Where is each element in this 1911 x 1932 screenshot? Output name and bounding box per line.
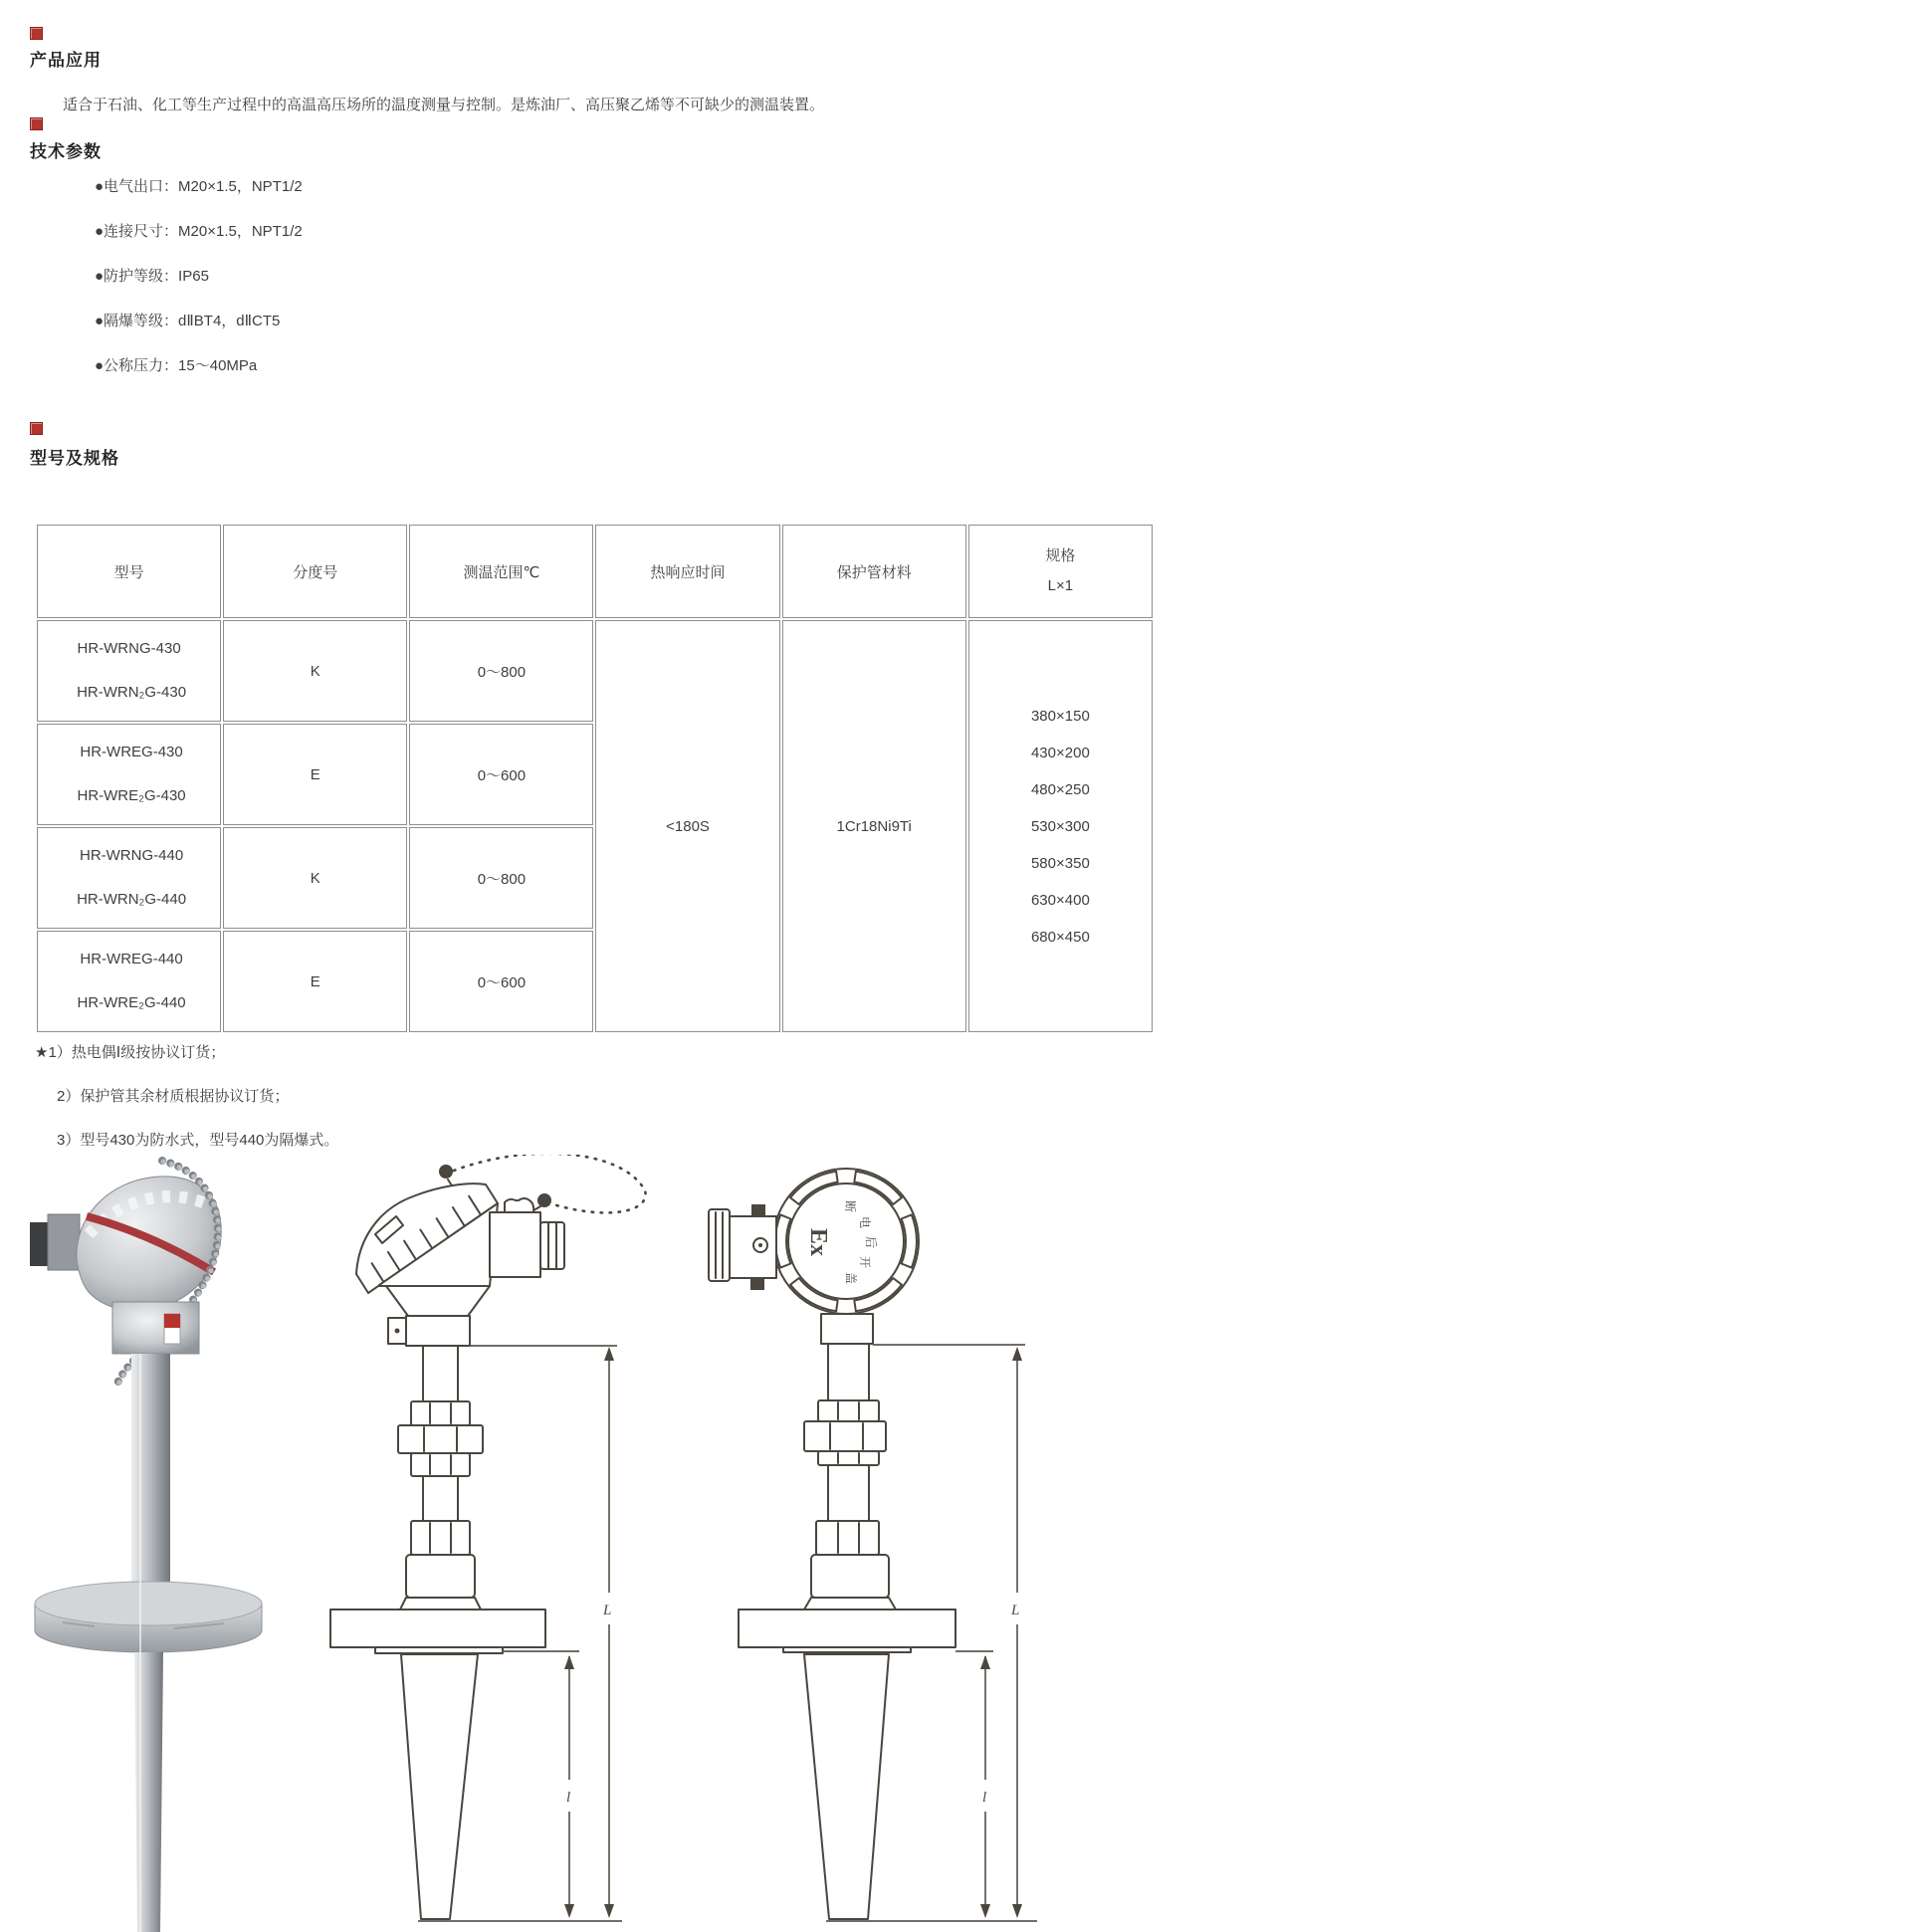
cover-char: 电 bbox=[858, 1215, 872, 1229]
cell-spec-list bbox=[968, 620, 1153, 1032]
side-cable-gland bbox=[709, 1204, 776, 1290]
spec-header-line2: L×1 bbox=[1047, 577, 1074, 594]
cell-response-time: <180S bbox=[595, 620, 779, 1032]
flange-collar bbox=[375, 1647, 503, 1653]
cable-gland bbox=[540, 1222, 564, 1269]
neck bbox=[821, 1314, 873, 1344]
neck bbox=[386, 1286, 490, 1316]
photo-cable-gland bbox=[30, 1214, 80, 1270]
table-header-row bbox=[37, 525, 1153, 618]
cell-models bbox=[37, 931, 221, 1032]
col-header-material: 保护管材料 bbox=[782, 525, 966, 618]
spec-item: 530×300 bbox=[1030, 817, 1090, 835]
dim-label-l: l bbox=[982, 1790, 987, 1806]
spec-item: 430×200 bbox=[1030, 744, 1090, 761]
photo-head-body bbox=[112, 1302, 199, 1354]
dim-label-L: L bbox=[603, 1603, 612, 1618]
spec-header-line1: 规格 bbox=[1045, 547, 1076, 564]
table-row bbox=[37, 620, 1153, 722]
flange-collar bbox=[783, 1647, 911, 1652]
cell-models bbox=[37, 724, 221, 825]
cell-graduation: K bbox=[223, 827, 407, 929]
spec-item: 630×400 bbox=[1030, 891, 1090, 909]
explosionproof-head-front bbox=[773, 1169, 919, 1314]
cell-range: 0～800 bbox=[409, 620, 593, 722]
tech-param-item: ●防护等级：IP65 bbox=[95, 268, 209, 285]
cover-char: 断 bbox=[843, 1199, 857, 1213]
model-name: HR-WRNG-440 bbox=[79, 847, 184, 864]
tapered-probe bbox=[804, 1654, 889, 1919]
footnote: 3）型号430为防水式，型号440为隔爆式。 bbox=[57, 1132, 339, 1149]
tapered-probe bbox=[401, 1654, 478, 1919]
section-anchor-icon bbox=[30, 422, 43, 435]
adapter bbox=[811, 1555, 889, 1598]
footnote: ★1）热电偶Ⅰ级按协议订货； bbox=[35, 1044, 226, 1061]
col-header-spec bbox=[968, 525, 1153, 618]
section-anchor-icon bbox=[30, 117, 43, 130]
model-name: HR-WRE₂G-440 bbox=[77, 994, 186, 1011]
tech-param-item: ●电气出口：M20×1.5，NPT1/2 bbox=[95, 178, 303, 195]
port-nut bbox=[505, 1198, 533, 1212]
tech-param-item: ●隔爆等级：dⅡBT4，dⅡCT5 bbox=[95, 313, 281, 329]
photo-probe bbox=[134, 1652, 163, 1932]
model-name: HR-WREG-440 bbox=[80, 951, 183, 967]
stem-and-union-nuts bbox=[398, 1346, 483, 1610]
model-name: HR-WRN₂G-440 bbox=[77, 891, 187, 908]
cell-models bbox=[37, 620, 221, 722]
dim-label-L: L bbox=[1011, 1603, 1020, 1618]
cell-range: 0～600 bbox=[409, 931, 593, 1032]
product-photo-thermocouple bbox=[15, 1155, 264, 1932]
cover-char: 盖 bbox=[844, 1271, 858, 1285]
cell-range: 0～600 bbox=[409, 724, 593, 825]
model-name: HR-WRE₂G-430 bbox=[77, 787, 186, 804]
model-name: HR-WREG-430 bbox=[80, 744, 183, 760]
cell-material: 1Cr18Ni9Ti bbox=[782, 620, 966, 1032]
section-title-models-specs: 型号及规格 bbox=[30, 449, 119, 468]
col-header-model: 型号 bbox=[37, 525, 221, 618]
section-title-tech-params: 技术参数 bbox=[30, 142, 102, 161]
tech-param-item: ●连接尺寸：M20×1.5，NPT1/2 bbox=[95, 223, 303, 240]
drawing-waterproof-430 bbox=[279, 1155, 657, 1932]
flange bbox=[739, 1610, 956, 1647]
col-header-graduation: 分度号 bbox=[223, 525, 407, 618]
ex-marking: Ex bbox=[805, 1227, 831, 1257]
section-title-application: 产品应用 bbox=[30, 51, 102, 70]
cell-range: 0～800 bbox=[409, 827, 593, 929]
footnote: 2）保护管其余材质根据协议订货； bbox=[57, 1088, 290, 1105]
spec-item: 480×250 bbox=[1030, 780, 1090, 798]
spec-item: 680×450 bbox=[1030, 928, 1090, 946]
col-header-response: 热响应时间 bbox=[595, 525, 779, 618]
cell-graduation: K bbox=[223, 620, 407, 722]
model-spec-table bbox=[35, 523, 1155, 1034]
application-paragraph: 适合于石油、化工等生产过程中的高温高压场所的温度测量与控制。是炼油厂、高压聚乙烯等不可缺少的测温装置。 bbox=[63, 97, 825, 113]
cell-graduation: E bbox=[223, 724, 407, 825]
spec-item: 380×150 bbox=[1030, 707, 1090, 725]
section-anchor-icon bbox=[30, 27, 43, 40]
model-name: HR-WRN₂G-430 bbox=[77, 684, 187, 701]
tech-param-item: ●公称压力：15～40MPa bbox=[95, 357, 258, 374]
flange bbox=[330, 1610, 545, 1647]
stem-and-union-nuts bbox=[804, 1314, 896, 1610]
photo-stem bbox=[131, 1354, 170, 1598]
drawing-explosionproof-440 bbox=[692, 1155, 1040, 1932]
model-name: HR-WRNG-430 bbox=[77, 640, 181, 657]
spec-item: 580×350 bbox=[1030, 854, 1090, 872]
adapter bbox=[406, 1555, 475, 1598]
cover-char: 后 bbox=[864, 1235, 878, 1249]
photo-flange bbox=[35, 1582, 262, 1652]
cell-models bbox=[37, 827, 221, 929]
cell-graduation: E bbox=[223, 931, 407, 1032]
col-header-range: 测温范围℃ bbox=[409, 525, 593, 618]
cover-char: 开 bbox=[858, 1255, 872, 1269]
dim-label-l: l bbox=[566, 1790, 571, 1806]
